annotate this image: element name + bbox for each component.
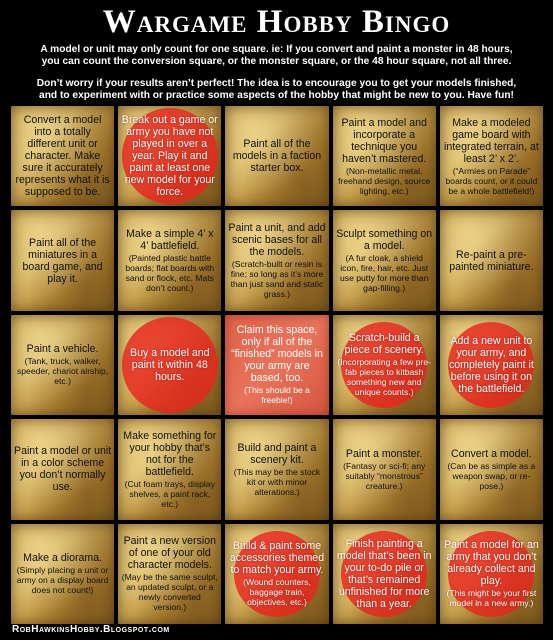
- bingo-square[interactable]: [333, 210, 436, 310]
- square-challenge: Paint a model or unit in a color scheme you don’t normally use.: [14, 445, 112, 494]
- square-text: [228, 527, 325, 621]
- square-challenge: Paint all of the miniatures in a board game, and play it.: [22, 236, 103, 285]
- bingo-square[interactable]: [11, 315, 114, 415]
- square-text: [121, 109, 218, 203]
- square-text: [14, 422, 111, 516]
- bingo-square[interactable]: [118, 210, 221, 310]
- intro-rules: A model or unit may only count for one square. ie: If you convert and paint a monster in 48 hours, you can count the conversion square, or the monster square, or the 48 hour square, not all three.: [40, 44, 513, 67]
- bingo-square[interactable]: [118, 524, 221, 624]
- square-challenge: Paint a model and incorporate a technique you haven’t mastered.: [341, 116, 427, 165]
- square-text: [443, 213, 540, 307]
- square-note: (This may be the stock kit or with minor alterations.): [233, 466, 321, 497]
- square-note: (Simply placing a unit or army on a display board does not count!): [16, 565, 109, 596]
- square-text: [336, 527, 433, 621]
- square-text: [14, 318, 111, 412]
- bingo-square[interactable]: [225, 419, 328, 519]
- square-note: (Tank, truck, walker, speeder, chariot airship, etc.): [16, 356, 109, 387]
- square-text: [14, 109, 111, 203]
- bingo-square[interactable]: [118, 106, 221, 206]
- square-challenge: Build & paint some accessories themed to match your army.: [229, 540, 325, 577]
- square-text: [443, 109, 540, 203]
- square-note: (Incorporating a few pre-fab pieces to kitbash something new and unique counts.): [337, 357, 431, 398]
- square-challenge: Add a new unit to your army, and completely paint it before using it on the battlefield.: [448, 334, 534, 395]
- square-text: [228, 318, 325, 412]
- square-text: [443, 527, 540, 621]
- bingo-square[interactable]: [333, 524, 436, 624]
- square-text: [121, 527, 218, 621]
- square-challenge: Make a diorama.: [23, 552, 103, 565]
- bingo-square[interactable]: [440, 315, 543, 415]
- square-challenge: Finish painting a model that’s been in your to-do pile or that’s remained unfinished for more than a year.: [336, 537, 432, 610]
- square-note: (This might be your first model in a new army.): [446, 588, 537, 609]
- square-text: [121, 318, 218, 412]
- square-text: [121, 213, 218, 307]
- bingo-square[interactable]: [118, 419, 221, 519]
- square-challenge: Make a modeled game board with integrated terrain, at least 2’ x 2’.: [443, 116, 539, 165]
- square-challenge: Make a simple 4’ x 4’ battlefield.: [126, 228, 214, 253]
- bingo-square[interactable]: [118, 315, 221, 415]
- square-note: (Can be as simple as a weapon swap, or re-pose.): [447, 460, 536, 491]
- square-challenge: Make something for your hobby that’s not for the battlefield.: [123, 429, 217, 478]
- square-challenge: Sculpt something on a model.: [336, 228, 433, 253]
- bingo-square[interactable]: [225, 210, 328, 310]
- bingo-square[interactable]: [440, 419, 543, 519]
- square-text: [336, 318, 433, 412]
- square-text: [121, 422, 218, 516]
- square-note: (Painted plastic battle boards; flat boards with sand or flock, etc. Mats don’t count.): [125, 253, 215, 294]
- bingo-square[interactable]: [440, 210, 543, 310]
- square-challenge: Paint a model for an army that you don’t already collect and play.: [443, 539, 539, 588]
- square-challenge: Paint a monster.: [345, 447, 423, 460]
- bingo-square[interactable]: [333, 419, 436, 519]
- square-challenge: Build and paint a scenery kit.: [237, 441, 317, 466]
- bingo-square[interactable]: [333, 315, 436, 415]
- bingo-square[interactable]: [333, 106, 436, 206]
- square-note: (“Armies on Parade” boards count, or it could be a whole battlefield!): [445, 165, 538, 196]
- square-note: (Wound counters, baggage train, objectives, etc.): [243, 577, 311, 608]
- square-challenge: Buy a model and paint it within 48 hours.: [130, 346, 210, 383]
- bingo-grid: [11, 106, 543, 624]
- square-note: (Fantasy or sci-fi; any suitably “monstrous” creature.): [343, 460, 426, 491]
- footer-url: RobHawkinsHobby.Blogspot.com: [12, 624, 170, 635]
- square-challenge: Paint a unit, and add scenic bases for all the models.: [228, 222, 326, 259]
- bingo-square[interactable]: [11, 210, 114, 310]
- bingo-square[interactable]: [11, 106, 114, 206]
- bingo-square[interactable]: [11, 419, 114, 519]
- square-text: [228, 422, 325, 516]
- square-challenge: Claim this space, only if all of the “finished” models in your army are based, too.: [231, 324, 323, 385]
- bingo-square[interactable]: [225, 524, 328, 624]
- intro-encouragement: Don’t worry if your results aren’t perfect! The idea is to encourage you to get your models finished, and to experiment with or practice some aspects of the hobby that might be new to you. Have fun!: [36, 78, 517, 101]
- square-challenge: Convert a model into a totally different unit or character. Make sure it accurately represents what it is supposed to be.: [15, 114, 110, 199]
- square-note: (Scratch-built or resin is fine; so long as it’s more than just sand and static grass.): [230, 259, 324, 300]
- square-text: [336, 213, 433, 307]
- square-note: (May be the same sculpt, an updated sculpt, or a newly converted version.): [121, 572, 218, 613]
- bingo-square-free[interactable]: [225, 315, 328, 415]
- square-text: [14, 527, 111, 621]
- square-text: [228, 213, 325, 307]
- square-text: [336, 109, 433, 203]
- square-challenge: Break out a game or army you have not played in over a year. Play it and paint at least one new model for your force.: [121, 114, 218, 199]
- square-challenge: Convert a model.: [451, 447, 532, 460]
- square-text: [443, 318, 540, 412]
- square-note: (A fur cloak, a shield icon, fire, hair, etc. Just use putty for more than gap-filling.): [340, 253, 429, 294]
- square-text: [443, 422, 540, 516]
- square-note: (Cut foam trays, display shelves, a paint rack, etc.): [124, 478, 215, 509]
- square-text: [336, 422, 433, 516]
- bingo-square[interactable]: [440, 524, 543, 624]
- bingo-square[interactable]: [11, 524, 114, 624]
- square-note: (This should be a freebie!): [244, 385, 310, 406]
- square-challenge: Paint a new version of one of your old character models.: [123, 535, 217, 572]
- square-text: [14, 213, 111, 307]
- square-challenge: Re-paint a pre-painted miniature.: [449, 248, 534, 273]
- square-challenge: Paint a vehicle.: [26, 343, 99, 356]
- page-title: Wargame Hobby Bingo: [102, 4, 451, 40]
- bingo-square[interactable]: [440, 106, 543, 206]
- square-text: [228, 109, 325, 203]
- square-challenge: Scratch-build a piece of scenery.: [344, 332, 424, 357]
- square-challenge: Paint all of the models in a faction starter box.: [232, 138, 322, 175]
- square-note: (Non-metallic metal, freehand design, source lighting, etc.): [338, 165, 431, 196]
- bingo-square[interactable]: [225, 106, 328, 206]
